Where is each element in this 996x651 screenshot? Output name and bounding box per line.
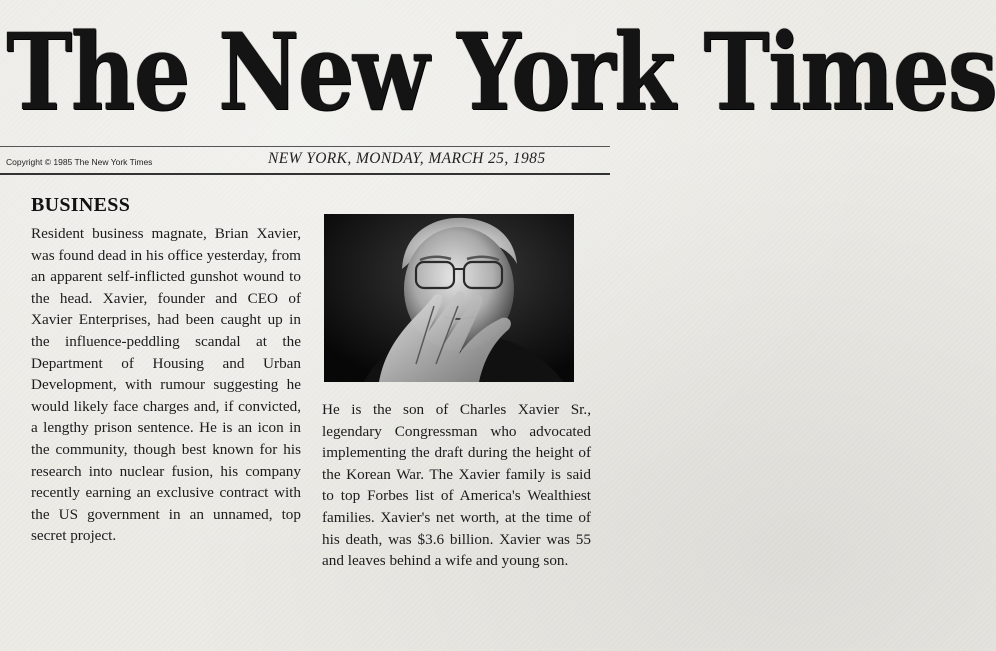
masthead [0, 0, 996, 145]
article-photo [324, 214, 574, 382]
copyright-notice: Copyright © 1985 The New York Times [6, 157, 153, 167]
section-heading: BUSINESS [31, 194, 131, 216]
masthead-rule-top [0, 146, 610, 147]
article-column-left: Resident business magnate, Brian Xavier, was found dead in his office yesterday, from an apparent self-inflicted gunshot wound to the head. Xavier, founder and CEO of Xavier Enterprises, had been caught up in the influence-peddling scandal at the Department of Housing and Urban Development, with rumour suggesting he would likely face charges and, if convicted, a lengthy prison sentence. He is an icon in the community, though best known for his research into nuclear fusion, his company recently earning an exclusive contract with the US government in an unnamed, top secret project. [31, 225, 301, 545]
article-column-right: He is the son of Charles Xavier Sr., legendary Congressman who advocated implementing the draft during the height of the Korean War. The Xavier family is said to top Forbes list of America's Wealthiest families. Xavier's net worth, at the time of his death, was $3.6 billion. Xavier was 55 and leaves behind a wife and young son. [322, 401, 591, 570]
masthead-rule-bottom [0, 173, 610, 175]
portrait-photo [324, 214, 574, 382]
dateline: NEW YORK, MONDAY, MARCH 25, 1985 [268, 150, 546, 167]
newspaper-nameplate: The New York Times [6, 9, 996, 134]
